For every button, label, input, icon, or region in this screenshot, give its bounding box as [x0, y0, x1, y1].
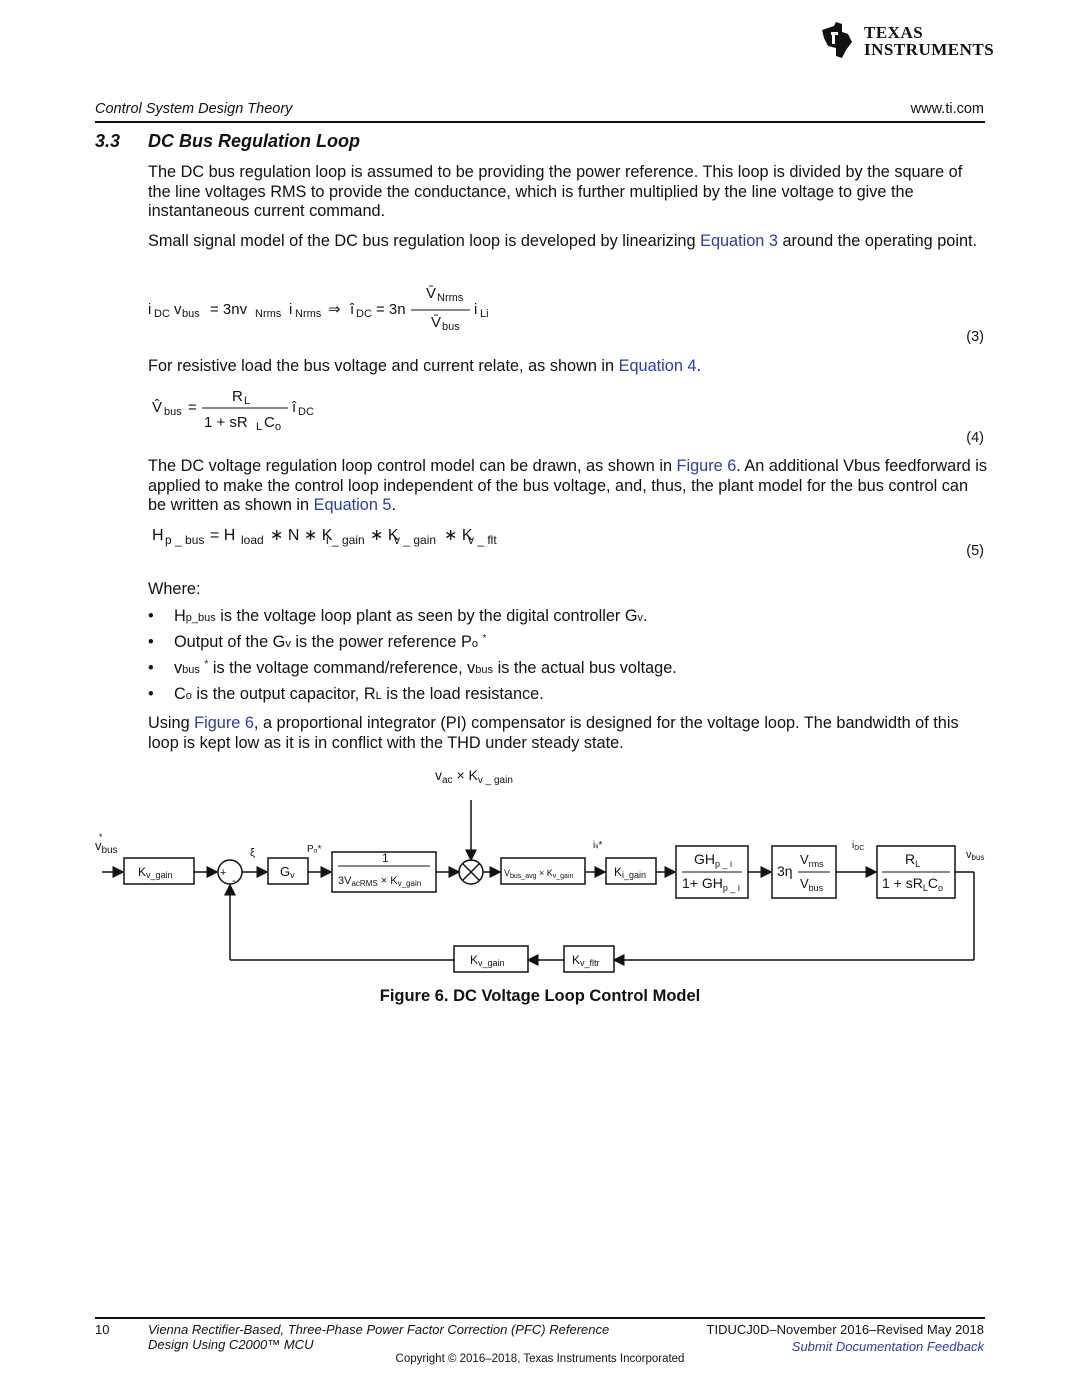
- current-ref-label: iₗᵢ*: [593, 840, 603, 851]
- svg-text:v: v: [174, 301, 182, 318]
- svg-text:p _ bus: p _ bus: [165, 533, 205, 547]
- paragraph-pi-compensator: [148, 714, 988, 753]
- bullet-2: Output of the Gv is the power reference Po *: [174, 633, 487, 651]
- paragraph-resistive-load: [148, 357, 988, 377]
- three-eta: 3η: [777, 863, 793, 879]
- figure-6-link[interactable]: Figure 6: [194, 714, 254, 732]
- text: The DC voltage regulation loop control model can be drawn, as shown in: [148, 457, 677, 475]
- paragraph-control-model: [148, 457, 988, 516]
- figure-caption: Figure 6. DC Voltage Loop Control Model: [379, 987, 701, 1005]
- bullet-marker: •: [148, 607, 154, 625]
- svg-text:= 3n: = 3n: [376, 301, 406, 318]
- text: is the power reference P: [290, 633, 472, 651]
- xi-label: ξ: [250, 847, 255, 859]
- plant-numerator: $R_L$: [905, 851, 921, 869]
- equation-3-link[interactable]: Equation 3: [700, 232, 778, 250]
- text: Output of the G: [174, 633, 286, 651]
- svg-text:∗ K: ∗ K: [444, 527, 473, 544]
- svg-text:= H: = H: [210, 527, 236, 544]
- ti-logo: [818, 20, 995, 66]
- text: , a proportional integrator (PI) compensator is designed for the voltage loop. The bandwidth of this loop is kept low as it is in conflict with the THD under steady state.: [148, 714, 959, 752]
- bullet-1: Hp_bus is the voltage loop plant as seen by the digital controller Gv.: [174, 607, 648, 625]
- equation-3-number: (3): [966, 329, 984, 345]
- svg-text:v _ flt: v _ flt: [468, 533, 497, 547]
- paragraph-intro: The DC bus regulation loop is assumed to be providing the power reference. This loop is divided by the square of the line voltages RMS to provide the conductance, which is further multiplied by the line voltage to give the instantaneous current command.: [148, 163, 963, 220]
- text: Small signal model of the DC bus regulation loop is developed by linearizing: [148, 232, 701, 250]
- idc-label: $i_{DC}$: [852, 840, 865, 852]
- text: is the voltage loop plant as seen by the digital controller G: [215, 607, 638, 625]
- input-vbus-ref: $v_{bus}$: [95, 838, 118, 856]
- where-label: Where:: [148, 580, 201, 598]
- svg-text:V̄: V̄: [431, 314, 442, 331]
- svg-text:i: i: [148, 301, 152, 318]
- svg-text:= 3nv: = 3nv: [210, 301, 248, 318]
- svg-text:v _ gain: v _ gain: [394, 533, 437, 547]
- feedforward-label: $v_{ac} \times K_{v \_ gain}$: [435, 767, 513, 786]
- text: Using: [148, 714, 195, 732]
- text: is the voltage command/reference, v: [208, 659, 476, 677]
- ti-logo-icon: [818, 20, 858, 60]
- submit-feedback-link[interactable]: Submit Documentation Feedback: [791, 1339, 984, 1354]
- text: . An additional Vbus feedforward is applied to make the control loop independent of the bus voltage, and, thus, the plant model for the bus control can be written as shown in: [148, 457, 987, 514]
- text: .: [696, 357, 701, 375]
- footer-document-title: Vienna Rectifier-Based, Three-Phase Power Factor Correction (PFC) Reference Design Using C2000™ MCU: [148, 1322, 610, 1352]
- running-header-left: Control System Design Theory: [95, 101, 293, 117]
- equation-4: [148, 384, 348, 436]
- copyright: Copyright © 2016–2018, Texas Instruments Incorporated: [395, 1353, 685, 1365]
- text: is the load resistance.: [381, 685, 544, 703]
- logo-line-2: INSTRUMENTS: [864, 40, 995, 59]
- block-kv-gain: Kv_gain: [138, 865, 173, 880]
- svg-text:i _ gain: i _ gain: [326, 533, 365, 547]
- text: around the operating point.: [777, 232, 978, 250]
- block-ki-gain: Ki_gain: [614, 865, 647, 880]
- paragraph-small-signal: [148, 232, 988, 252]
- bullet-4: Co is the output capacitor, RL is the load resistance.: [174, 685, 544, 703]
- svg-text:î: î: [350, 301, 355, 318]
- header-rule: [95, 121, 985, 123]
- power-ref-label: Pₒ*: [307, 844, 322, 855]
- svg-text:DC: DC: [356, 308, 372, 320]
- svg-text:C: C: [264, 414, 275, 431]
- text: For resistive load the bus voltage and current relate, as shown in: [148, 357, 619, 375]
- svg-text:1 + sR: 1 + sR: [204, 414, 248, 431]
- conductance-denominator: 3VacRMS × Kv_gain: [338, 875, 422, 888]
- svg-text:bus: bus: [442, 321, 460, 333]
- equation-3: [148, 278, 528, 338]
- feedback-kv-gain: Kv_gain: [470, 953, 505, 968]
- svg-text:Li: Li: [480, 308, 489, 320]
- vbus-ratio-bottom: $V_{bus}$: [800, 876, 824, 893]
- svg-text:V̂: V̂: [152, 399, 163, 416]
- plant-denominator: $1 + sR_LC_o$: [882, 875, 944, 893]
- svg-text:DC: DC: [154, 308, 170, 320]
- vrms-ratio-top: $V_{rms}$: [800, 852, 824, 869]
- equation-4-link[interactable]: Equation 4: [618, 357, 697, 375]
- bullet-marker: •: [148, 659, 154, 677]
- svg-text:Nrms: Nrms: [295, 308, 322, 320]
- equation-5: [148, 522, 528, 552]
- svg-text:bus: bus: [164, 406, 182, 418]
- section-number: 3.3: [95, 131, 121, 151]
- footer-document-id: TIDUCJ0D–November 2016–Revised May 2018: [706, 1322, 984, 1337]
- summer-plus: +: [220, 867, 227, 879]
- bullet-marker: •: [148, 685, 154, 703]
- svg-text:î: î: [292, 399, 297, 416]
- svg-text:V̄: V̄: [426, 285, 437, 302]
- bullet-3: vbus * is the voltage command/reference, vbus is the actual bus voltage.: [174, 659, 677, 677]
- svg-text:Nrms: Nrms: [255, 308, 282, 320]
- feedback-kv-filter: Kv_fltr: [572, 953, 600, 968]
- svg-text:∗ K: ∗ K: [370, 527, 399, 544]
- svg-text:=: =: [188, 399, 197, 416]
- section-title: DC Bus Regulation Loop: [148, 131, 360, 151]
- running-header-url[interactable]: www.ti.com: [910, 101, 984, 117]
- svg-text:load: load: [241, 533, 264, 547]
- current-loop-numerator: $GH_{p \_ i}$: [694, 851, 733, 869]
- svg-text:L: L: [256, 421, 263, 433]
- equation-5-number: (5): [966, 543, 984, 559]
- text: is the output capacitor, R: [191, 685, 376, 703]
- logo-line-1: TEXAS: [864, 23, 924, 42]
- conductance-numerator: 1: [382, 851, 389, 865]
- page-number: 10: [95, 1322, 110, 1337]
- equation-5-link[interactable]: Equation 5: [313, 496, 392, 514]
- svg-text:o: o: [275, 421, 282, 433]
- svg-text:i: i: [289, 301, 293, 318]
- svg-text:R: R: [232, 388, 243, 405]
- svg-text:bus: bus: [182, 308, 200, 320]
- bullet-marker: •: [148, 633, 154, 651]
- svg-text:i: i: [474, 301, 478, 318]
- figure-6-link[interactable]: Figure 6: [676, 457, 737, 475]
- equation-4-number: (4): [966, 430, 984, 446]
- text: is the actual bus voltage.: [493, 659, 677, 677]
- dc-voltage-loop-diagram: [90, 760, 990, 980]
- current-loop-denominator: $1+ GH_{p \_ i}$: [682, 875, 740, 893]
- svg-text:∗ N ∗ K: ∗ N ∗ K: [270, 527, 333, 544]
- block-vbus-avg: $V_{bus\_avg} \times K_{v\_gain}$: [504, 868, 574, 880]
- input-star: *: [99, 832, 103, 842]
- svg-text:H: H: [152, 527, 164, 544]
- svg-text:⇒: ⇒: [328, 301, 341, 318]
- svg-text:L: L: [244, 395, 251, 407]
- block-gv: Gv: [280, 864, 295, 880]
- summer-minus: -: [232, 875, 236, 887]
- svg-text:DC: DC: [298, 406, 314, 418]
- output-vbus: vbus: [966, 849, 985, 862]
- text: .: [391, 496, 397, 514]
- logo-wordmark: [864, 24, 994, 58]
- footer-rule: [95, 1317, 985, 1319]
- svg-text:Nrms: Nrms: [437, 292, 464, 304]
